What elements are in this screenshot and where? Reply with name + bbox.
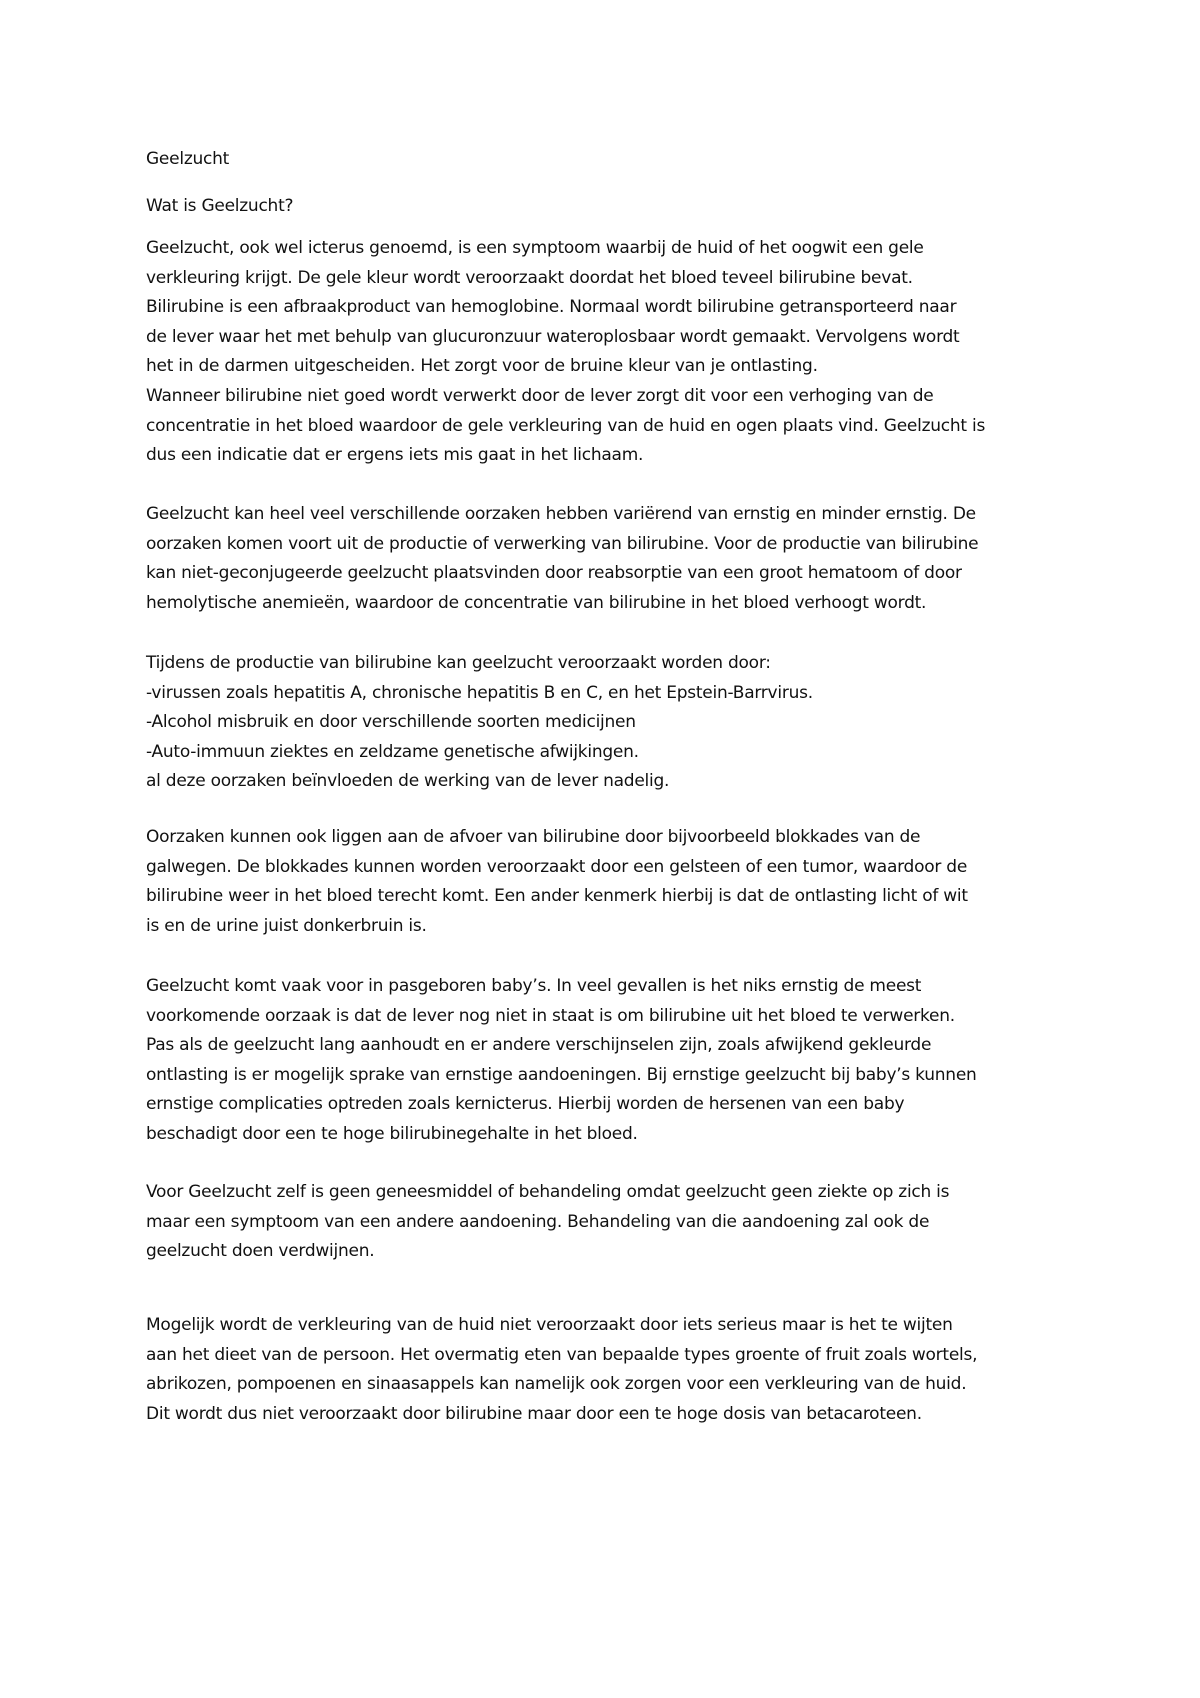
paragraph-line: geelzucht doen verdwijnen. [146,1241,375,1262]
paragraph-line: de lever waar het met behulp van glucuronzuur wateroplosbaar wordt gemaakt. Vervolgens wordt [146,326,960,347]
paragraph-line: verkleuring krijgt. De gele kleur wordt veroorzaakt doordat het bloed teveel bilirubine bevat. [146,267,913,288]
document-title-block [146,145,1076,175]
paragraph-line: ernstige complicaties optreden zoals kernicterus. Hierbij worden de hersenen van een baby [146,1094,905,1115]
list-summary: al deze oorzaken beïnvloeden de werking van de lever nadelig. [146,771,670,792]
paragraph-line: voorkomende oorzaak is dat de lever nog niet in staat is om bilirubine uit het bloed te verwerken. [146,1005,955,1026]
paragraph-line: hemolytische anemieën, waardoor de concentratie van bilirubine in het bloed verhoogt wordt. [146,592,927,613]
paragraph-drainage-causes [146,823,1076,941]
paragraph-treatment [146,1178,1076,1267]
section-heading: Wat is Geelzucht? [146,196,294,216]
paragraph-line: oorzaken komen voort uit de productie of verwerking van bilirubine. Voor de productie van bilirubine [146,533,979,554]
paragraph-line: galwegen. De blokkades kunnen worden veroorzaakt door een gelsteen of een tumor, waardoor de [146,856,968,877]
paragraph-line: dus een indicatie dat er ergens iets mis gaat in het lichaam. [146,445,644,466]
paragraph-line: abrikozen, pompoenen en sinaasappels kan namelijk ook zorgen voor een verkleuring van de huid. [146,1374,967,1395]
paragraph-line: Geelzucht, ook wel icterus genoemd, is een symptoom waarbij de huid of het oogwit een gele [146,238,924,258]
paragraph-line: kan niet-geconjugeerde geelzucht plaatsvinden door reabsorptie van een groot hematoom of door [146,563,962,584]
paragraph-line: Oorzaken kunnen ook liggen aan de afvoer van bilirubine door bijvoorbeeld blokkades van de [146,827,921,847]
paragraph-line: beschadigt door een te hoge bilirubinegehalte in het bloed. [146,1123,638,1144]
paragraph-line: Dit wordt dus niet veroorzaakt door bilirubine maar door een te hoge dosis van betacaroteen. [146,1403,922,1424]
paragraph-line: bilirubine weer in het bloed terecht komt. Een ander kenmerk hierbij is dat de ontlasting licht of wit [146,886,968,907]
paragraph-diet [146,1311,1076,1429]
paragraph-line: Pas als de geelzucht lang aanhoudt en er andere verschijnselen zijn, zoals afwijkend gekleurde [146,1035,932,1056]
paragraph-newborns [146,972,1076,1150]
paragraph-line: Bilirubine is een afbraakproduct van hemoglobine. Normaal wordt bilirubine getransporteerd naar [146,297,957,318]
paragraph-line: Geelzucht komt vaak voor in pasgeboren baby’s. In veel gevallen is het niks ernstig de meest [146,976,922,996]
section-heading-block [146,192,1076,222]
list-item: -virussen zoals hepatitis A, chronische hepatitis B en C, en het Epstein-Barrvirus. [146,682,813,703]
paragraph-line: ontlasting is er mogelijk sprake van ernstige aandoeningen. Bij ernstige geelzucht bij baby’s kunnen [146,1064,977,1085]
list-item: -Auto-immuun ziektes en zeldzame genetische afwijkingen. [146,741,639,762]
list-intro: Tijdens de productie van bilirubine kan geelzucht veroorzaakt worden door: [146,653,771,673]
paragraph-line: het in de darmen uitgescheiden. Het zorgt voor de bruine kleur van je ontlasting. [146,356,818,377]
paragraph-line: maar een symptoom van een andere aandoening. Behandeling van die aandoening zal ook de [146,1211,930,1232]
paragraph-line: Wanneer bilirubine niet goed wordt verwerkt door de lever zorgt dit voor een verhoging van de [146,385,934,406]
list-item: -Alcohol misbruik en door verschillende soorten medicijnen [146,712,636,733]
paragraph-line: Mogelijk wordt de verkleuring van de huid niet veroorzaakt door iets serieus maar is het te wijten [146,1315,953,1335]
paragraph-line: Voor Geelzucht zelf is geen geneesmiddel of behandeling omdat geelzucht geen ziekte op zich is [146,1182,950,1202]
paragraph-causes [146,500,1076,618]
paragraph-line: is en de urine juist donkerbruin is. [146,915,427,936]
document-title: Geelzucht [146,149,230,169]
paragraph-line: aan het dieet van de persoon. Het overmatig eten van bepaalde types groente of fruit zoals wortels, [146,1344,978,1365]
paragraph-production-causes-list [146,649,1076,797]
paragraph-line: Geelzucht kan heel veel verschillende oorzaken hebben variërend van ernstig en minder ernstig. De [146,504,976,524]
paragraph-definition [146,234,1076,471]
paragraph-line: concentratie in het bloed waardoor de gele verkleuring van de huid en ogen plaats vind. Geelzucht is [146,415,986,436]
